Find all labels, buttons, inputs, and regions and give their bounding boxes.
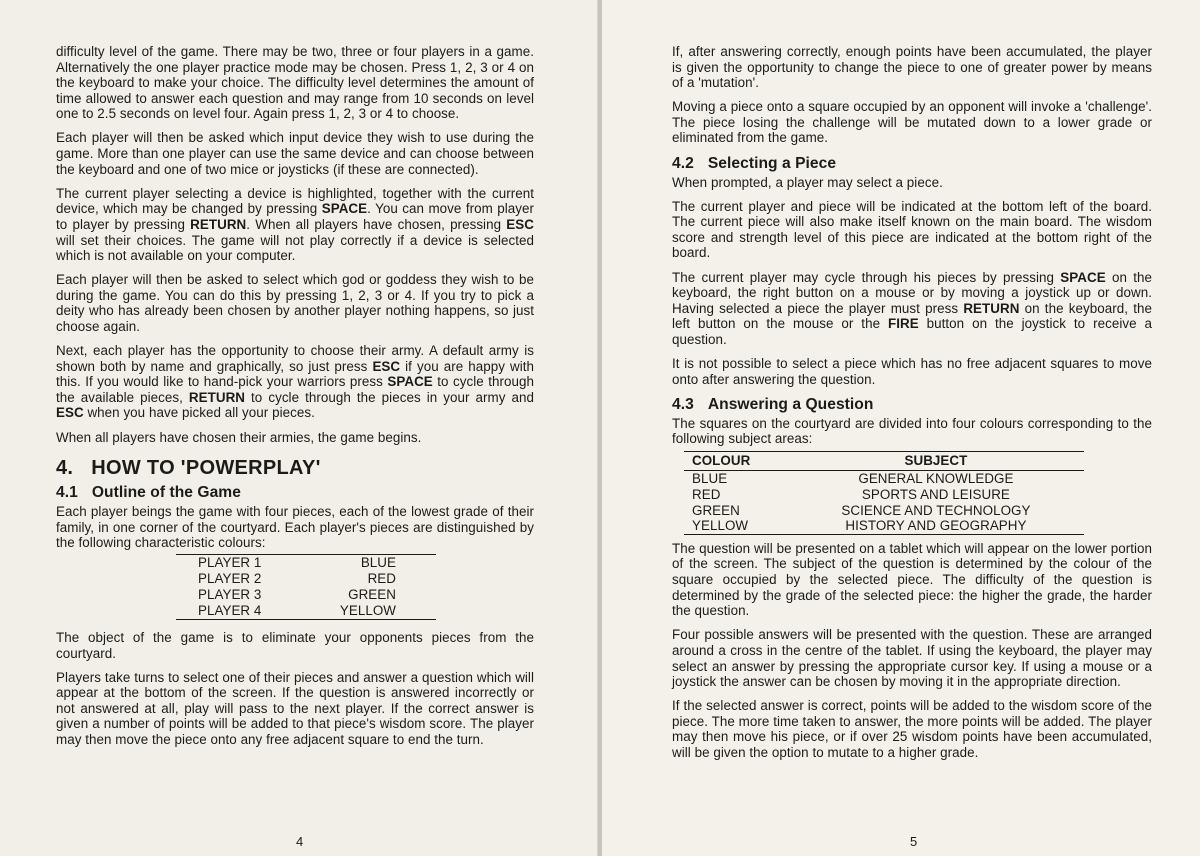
subsection-heading-4-3: 4.3 Answering a Question: [672, 395, 874, 413]
section-heading-4: 4. HOW TO 'POWERPLAY': [56, 457, 321, 480]
paragraph: The object of the game is to eliminate your opponents pieces from the courtyard.: [56, 629, 534, 661]
paragraph: If, after answering correctly, enough points have been accumulated, the player is given the opportunity to change the piece to one of greater power by means of a 'mutation'.: [672, 44, 1152, 91]
paragraph: If the selected answer is correct, points will be added to the wisdom score of the piece. The more time taken to answer, the more points will be added. The player may then move his piece, or if over 25 wisdom points have been accumulated, will be given the option to mutate to a higher grade.: [672, 698, 1152, 760]
paragraph: It is not possible to select a piece which has no free adjacent squares to move onto after answering the question.: [672, 356, 1152, 387]
paragraph: Each player beings the game with four pieces, each of the lowest grade of their family, in one corner of the courtyard. Each player's pieces are distinguished by the following characteristic colours:: [56, 504, 534, 551]
subject-colour-table: [684, 451, 1084, 535]
paragraph: The question will be presented on a tablet which will appear on the lower portion of the screen. The subject of the question is determined by the colour of the square occupied by the selected piece. The difficulty of the question is determined by the grade of the selected piece: the higher the grade, the harder the question.: [672, 540, 1152, 619]
table-row: PLAYER 1 BLUE: [198, 554, 396, 570]
table-row: BLUE GENERAL KNOWLEDGE: [692, 471, 1014, 487]
table-row: YELLOW HISTORY AND GEOGRAPHY: [692, 518, 1027, 534]
paragraph: Moving a piece onto a square occupied by an opponent will invoke a 'challenge'. The piece losing the challenge will be mutated down to a lower grade or eliminated from the game.: [672, 99, 1152, 146]
table-row: RED SPORTS AND LEISURE: [692, 487, 1010, 503]
table-row: PLAYER 4 YELLOW: [198, 602, 396, 618]
paragraph: The current player may cycle through his pieces by pressing SPACE on the keyboard, the right button on a mouse or by moving a joystick up or down. Having selected a piece the player must press RETURN on the keyboard, the left button on the mouse or the FIRE button on the joystick to receive a question.: [672, 269, 1152, 347]
paragraph: When prompted, a player may select a piece.: [672, 174, 943, 190]
paragraph: Each player will then be asked which input device they wish to use during the game. More than one player can use the same device and can choose between the keyboard and one of two mice or joysticks (if these are connected).: [56, 130, 534, 177]
paragraph: difficulty level of the game. There may be two, three or four players in a game. Alternatively the one player practice mode may be chosen. Press 1, 2, 3 or 4 on the keyboard to make your choice. The difficulty level determines the amount of time allowed to answer each question and may range from 10 seconds on level one to 2.5 seconds on level four. Again press 1, 2, 3 or 4 to choose.: [56, 44, 534, 122]
player-colour-table: [176, 554, 436, 620]
page-number: 4: [296, 834, 304, 849]
right-column: [672, 44, 1152, 769]
left-column: [56, 44, 534, 756]
table-header-row: COLOUR SUBJECT: [684, 451, 1084, 471]
paragraph: Four possible answers will be presented with the question. These are arranged around a cross in the centre of the tablet. If using the keyboard, the player may select an answer by pressing the appropriate cursor key. If using a mouse or a joystick the answer can be chosen by moving it in the appropriate direction.: [672, 627, 1152, 690]
paragraph: Next, each player has the opportunity to choose their army. A default army is shown both by name and graphically, so just press ESC if you are happy with this. If you would like to hand-pick your warriors press SPACE to cycle through the available pieces, RETURN to cycle through the pieces in your army and ESC when you have picked all your pieces.: [56, 343, 535, 421]
paragraph: The squares on the courtyard are divided into four colours corresponding to the following subject areas:: [672, 415, 1152, 447]
right-page: [602, 0, 1200, 856]
paragraph: Each player will then be asked to select which god or goddess they wish to be during the game. You can do this by pressing 1, 2, 3 or 4. If you try to pick a deity who has already been chosen by another player nothing happens, so just choose again.: [56, 272, 534, 334]
subsection-heading-4-1: 4.1 Outline of the Game: [56, 484, 241, 502]
subsection-heading-4-2: 4.2 Selecting a Piece: [672, 154, 837, 172]
table-row: PLAYER 2 RED: [198, 570, 396, 586]
page-number: 5: [910, 834, 918, 849]
paragraph: Players take turns to select one of their pieces and answer a question which will appear at the bottom of the screen. If the question is answered incorrectly or not answered at all, play will pass to the next player. If the correct answer is given a number of points will be added to that piece's wisdom score. The player may then move the piece onto any free adjacent square to end the turn.: [56, 669, 534, 747]
paragraph: The current player selecting a device is highlighted, together with the current device, which may be changed by pressing SPACE. You can move from player to player by pressing RETURN. When all players have chosen, pressing ESC will set their choices. The game will not play correctly if a device is selected which is not available on your computer.: [56, 185, 535, 264]
paragraph: When all players have chosen their armies, the game begins.: [56, 429, 422, 445]
left-page: [0, 0, 598, 856]
paragraph: The current player and piece will be indicated at the bottom left of the board. The current piece will also make itself known on the main board. The wisdom score and strength level of this piece are indicated at the bottom right of the board.: [672, 198, 1152, 261]
table-row: PLAYER 3 GREEN: [198, 586, 396, 602]
table-row: GREEN SCIENCE AND TECHNOLOGY: [692, 502, 1031, 518]
